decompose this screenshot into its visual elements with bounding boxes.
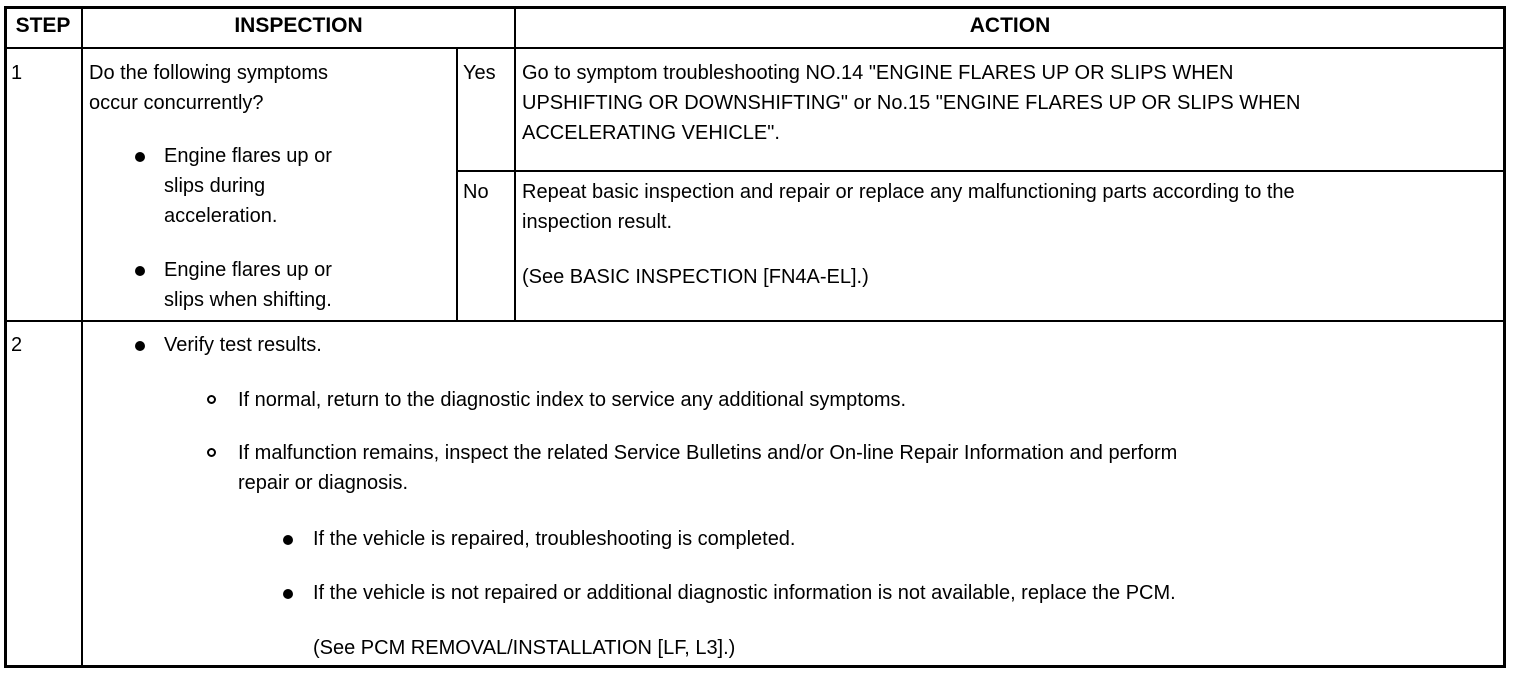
symptom-line: slips when shifting. bbox=[164, 289, 332, 311]
if-malfunction-text bbox=[238, 438, 1177, 498]
bullet-icon bbox=[283, 535, 293, 545]
symptom-line: acceleration. bbox=[164, 205, 278, 227]
step-column-divider bbox=[81, 6, 83, 668]
inspection-question bbox=[89, 58, 328, 118]
action-line: Repeat basic inspection and repair or replace any malfunctioning parts according to the bbox=[522, 181, 1295, 203]
action-line: Go to symptom troubleshooting NO.14 "ENGINE FLARES UP OR SLIPS WHEN bbox=[522, 62, 1234, 84]
header-action: ACTION bbox=[969, 14, 1051, 37]
action-line: UPSHIFTING OR DOWNSHIFTING" or No.15 "ENGINE FLARES UP OR SLIPS WHEN bbox=[522, 92, 1301, 114]
step-number-1: 1 bbox=[11, 62, 23, 84]
action-line: inspection result. bbox=[522, 211, 673, 233]
circle-bullet-icon bbox=[207, 448, 216, 457]
bullet-icon bbox=[135, 152, 145, 162]
header-divider bbox=[4, 47, 1506, 49]
basic-inspection-reference: (See BASIC INSPECTION [FN4A-EL].) bbox=[522, 266, 869, 288]
circle-bullet-icon bbox=[207, 395, 216, 404]
header-step: STEP bbox=[15, 14, 71, 37]
symptom-line: Engine flares up or bbox=[164, 259, 332, 281]
pcm-reference: (See PCM REMOVAL/INSTALLATION [LF, L3].) bbox=[313, 637, 736, 659]
header-inspection: INSPECTION bbox=[234, 14, 363, 37]
action-line: ACCELERATING VEHICLE". bbox=[522, 122, 780, 144]
step-number-2: 2 bbox=[11, 334, 23, 356]
inspection-question-line: Do the following symptoms bbox=[89, 62, 328, 84]
answer-yes-label: Yes bbox=[463, 62, 496, 84]
bullet-icon bbox=[135, 266, 145, 276]
symptom-bullet bbox=[164, 141, 332, 231]
bullet-icon bbox=[283, 589, 293, 599]
answer-no-label: No bbox=[463, 181, 489, 203]
answer-no-action bbox=[522, 177, 1295, 237]
symptom-bullet bbox=[164, 255, 332, 315]
verify-results: Verify test results. bbox=[164, 334, 322, 356]
not-repaired-text: If the vehicle is not repaired or additional diagnostic information is not available, replace the PCM. bbox=[313, 582, 1176, 604]
repaired-text: If the vehicle is repaired, troubleshooting is completed. bbox=[313, 528, 796, 550]
malfunction-line: If malfunction remains, inspect the related Service Bulletins and/or On-line Repair Information and perform bbox=[238, 442, 1178, 464]
row-divider bbox=[4, 320, 1506, 322]
bullet-icon bbox=[135, 341, 145, 351]
if-normal-text: If normal, return to the diagnostic index to service any additional symptoms. bbox=[238, 389, 907, 411]
answer-yes-action bbox=[522, 58, 1300, 148]
symptom-line: Engine flares up or bbox=[164, 145, 332, 167]
answer-label-divider bbox=[456, 47, 458, 320]
yes-no-divider bbox=[456, 170, 1506, 172]
action-column-divider bbox=[514, 6, 516, 320]
inspection-question-line: occur concurrently? bbox=[89, 92, 264, 114]
malfunction-line: repair or diagnosis. bbox=[238, 472, 409, 494]
symptom-line: slips during bbox=[164, 175, 266, 197]
